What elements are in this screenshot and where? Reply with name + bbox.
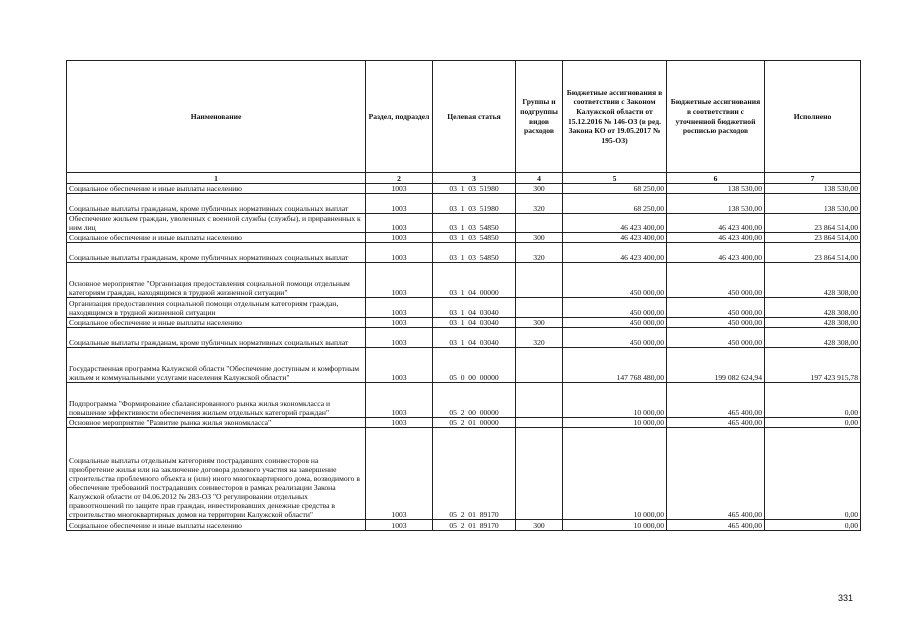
row-target-article: 03 1 04 00000: [433, 263, 516, 298]
header-law-appropriations: Бюджетные ассигнования в соответствии с Законом Калужской области от 15.12.2016 № 146-ОЗ (в ред. Закона КО от 19.05.2017 № 195-ОЗ): [563, 61, 667, 173]
row-expense-group: [516, 214, 563, 233]
row-name: Социальное обеспечение и иные выплаты населению: [67, 520, 366, 531]
row-law-appropriation: 147 768 480,00: [563, 348, 667, 383]
row-section: 1003: [366, 328, 433, 348]
row-law-appropriation: 10 000,00: [563, 520, 667, 531]
row-expense-group: 300: [516, 520, 563, 531]
row-section: 1003: [366, 318, 433, 328]
row-executed: 0,00: [765, 520, 861, 531]
row-target-article: 03 1 03 54850: [433, 233, 516, 243]
row-expense-group: [516, 428, 563, 520]
row-refined-appropriation: 138 530,00: [667, 194, 765, 214]
row-name: Социальные выплаты гражданам, кроме публичных нормативных социальных выплат: [67, 194, 366, 214]
row-expense-group: 320: [516, 194, 563, 214]
row-name: Социальные выплаты гражданам, кроме публичных нормативных социальных выплат: [67, 328, 366, 348]
row-executed: 428 308,00: [765, 328, 861, 348]
row-section: 1003: [366, 520, 433, 531]
row-target-article: 03 1 04 03040: [433, 328, 516, 348]
row-target-article: 03 1 04 03040: [433, 298, 516, 318]
table-row: [67, 428, 861, 520]
row-name: Государственная программа Калужской области "Обеспечение доступным и комфортным жильем и коммунальными услугами населения Калужской области": [67, 348, 366, 383]
row-executed: 138 530,00: [765, 184, 861, 194]
row-refined-appropriation: 46 423 400,00: [667, 243, 765, 263]
row-expense-group: 300: [516, 233, 563, 243]
row-target-article: 05 2 01 89170: [433, 428, 516, 520]
row-name: Подпрограмма "Формирование сбалансированного рынка жилья экономкласса и повышение эффективности обеспечения жильем отдельных категорий граждан": [67, 383, 366, 418]
row-law-appropriation: 450 000,00: [563, 328, 667, 348]
row-section: 1003: [366, 184, 433, 194]
column-number: 4: [516, 173, 563, 184]
header-refined-appropriations: Бюджетные ассигнования в соответствии с уточненной бюджетной росписью расходов: [667, 61, 765, 173]
table-body: [67, 184, 861, 531]
row-executed: 0,00: [765, 428, 861, 520]
row-name: Социальные выплаты гражданам, кроме публичных нормативных социальных выплат: [67, 243, 366, 263]
row-law-appropriation: 450 000,00: [563, 263, 667, 298]
row-executed: 428 308,00: [765, 263, 861, 298]
row-name: Обеспечение жильем граждан, уволенных с военной службы (службы), и приравненных к ним лиц: [67, 214, 366, 233]
row-expense-group: [516, 383, 563, 418]
row-name: Социальные выплаты отдельным категориям пострадавших соинвесторов на приобретение жилья или на заключение договора долевого участия на завершение строительства проблемного объекта и (или) иного многоквартирного дома, возводимого в обеспечение требований пострадавших соинвесторов в рамках реализации Закона Калужской области от 04.06.2012 № 283-ОЗ "О регулировании отдельных правоотношений по защите прав граждан, инвестировавших денежные средства в строительство многоквартирных домов на территории Калужской области": [67, 428, 366, 520]
row-law-appropriation: 10 000,00: [563, 383, 667, 418]
row-law-appropriation: 10 000,00: [563, 418, 667, 428]
row-refined-appropriation: 450 000,00: [667, 328, 765, 348]
table-row: [67, 383, 861, 418]
budget-table: [66, 60, 861, 531]
row-executed: 23 864 514,00: [765, 233, 861, 243]
row-law-appropriation: 46 423 400,00: [563, 233, 667, 243]
table-row: [67, 328, 861, 348]
row-section: 1003: [366, 298, 433, 318]
row-refined-appropriation: 138 530,00: [667, 184, 765, 194]
row-executed: 0,00: [765, 418, 861, 428]
row-expense-group: 300: [516, 184, 563, 194]
row-executed: 23 864 514,00: [765, 243, 861, 263]
page-number: 331: [837, 593, 853, 603]
table-header-row: [67, 61, 861, 173]
table-row: [67, 318, 861, 328]
row-law-appropriation: 450 000,00: [563, 318, 667, 328]
row-name: Социальное обеспечение и иные выплаты населению: [67, 233, 366, 243]
table-row: [67, 263, 861, 298]
table-row: [67, 214, 861, 233]
column-number: 1: [67, 173, 366, 184]
row-executed: 138 530,00: [765, 194, 861, 214]
row-section: 1003: [366, 263, 433, 298]
row-refined-appropriation: 465 400,00: [667, 383, 765, 418]
row-section: 1003: [366, 243, 433, 263]
table-row: [67, 298, 861, 318]
table-row: [67, 233, 861, 243]
row-refined-appropriation: 465 400,00: [667, 428, 765, 520]
row-name: Основное мероприятие "Развитие рынка жилья экономкласса": [67, 418, 366, 428]
column-number: 5: [563, 173, 667, 184]
column-number: 3: [433, 173, 516, 184]
row-name: Основное мероприятие "Организация предоставления социальной помощи отдельным категориям граждан, находящимся в трудной жизненной ситуации": [67, 263, 366, 298]
row-law-appropriation: 46 423 400,00: [563, 243, 667, 263]
header-executed: Исполнено: [765, 61, 861, 173]
row-executed: 0,00: [765, 383, 861, 418]
row-executed: 197 423 915,78: [765, 348, 861, 383]
row-law-appropriation: 68 250,00: [563, 184, 667, 194]
row-expense-group: [516, 298, 563, 318]
row-refined-appropriation: 465 400,00: [667, 520, 765, 531]
row-target-article: 03 1 03 51980: [433, 184, 516, 194]
row-expense-group: 320: [516, 243, 563, 263]
row-target-article: 05 2 00 00000: [433, 383, 516, 418]
row-expense-group: [516, 348, 563, 383]
header-target-article: Целевая статья: [433, 61, 516, 173]
row-executed: 428 308,00: [765, 298, 861, 318]
table-row: [67, 348, 861, 383]
row-expense-group: 300: [516, 318, 563, 328]
row-name: Социальное обеспечение и иные выплаты населению: [67, 318, 366, 328]
row-target-article: 05 2 01 89170: [433, 520, 516, 531]
column-number-row: [67, 173, 861, 184]
row-law-appropriation: 46 423 400,00: [563, 214, 667, 233]
column-number: 2: [366, 173, 433, 184]
row-target-article: 03 1 04 03040: [433, 318, 516, 328]
column-number: 6: [667, 173, 765, 184]
row-refined-appropriation: 46 423 400,00: [667, 233, 765, 243]
row-section: 1003: [366, 428, 433, 520]
row-refined-appropriation: 465 400,00: [667, 418, 765, 428]
header-name: Наименование: [67, 61, 366, 173]
row-target-article: 03 1 03 54850: [433, 214, 516, 233]
row-executed: 428 308,00: [765, 318, 861, 328]
column-number: 7: [765, 173, 861, 184]
row-law-appropriation: 450 000,00: [563, 298, 667, 318]
row-refined-appropriation: 450 000,00: [667, 263, 765, 298]
row-section: 1003: [366, 383, 433, 418]
row-target-article: 05 2 01 00000: [433, 418, 516, 428]
row-refined-appropriation: 199 082 624,94: [667, 348, 765, 383]
header-section: Раздел, подраздел: [366, 61, 433, 173]
row-section: 1003: [366, 233, 433, 243]
row-section: 1003: [366, 194, 433, 214]
row-section: 1003: [366, 214, 433, 233]
row-expense-group: [516, 263, 563, 298]
row-refined-appropriation: 450 000,00: [667, 298, 765, 318]
row-section: 1003: [366, 348, 433, 383]
header-expense-group: Группы и подгруппы видов расходов: [516, 61, 563, 173]
row-refined-appropriation: 46 423 400,00: [667, 214, 765, 233]
table-row: [67, 194, 861, 214]
row-law-appropriation: 68 250,00: [563, 194, 667, 214]
row-expense-group: 320: [516, 328, 563, 348]
table-row: [67, 243, 861, 263]
table-row: [67, 520, 861, 531]
row-expense-group: [516, 418, 563, 428]
row-refined-appropriation: 450 000,00: [667, 318, 765, 328]
row-target-article: 03 1 03 51980: [433, 194, 516, 214]
row-name: Организация предоставления социальной помощи отдельным категориям граждан, находящимся в трудной жизненной ситуации: [67, 298, 366, 318]
row-target-article: 03 1 03 54850: [433, 243, 516, 263]
row-name: Социальное обеспечение и иные выплаты населению: [67, 184, 366, 194]
row-executed: 23 864 514,00: [765, 214, 861, 233]
row-target-article: 05 0 00 00000: [433, 348, 516, 383]
row-law-appropriation: 10 000,00: [563, 428, 667, 520]
row-section: 1003: [366, 418, 433, 428]
table-row: [67, 418, 861, 428]
table-row: [67, 184, 861, 194]
